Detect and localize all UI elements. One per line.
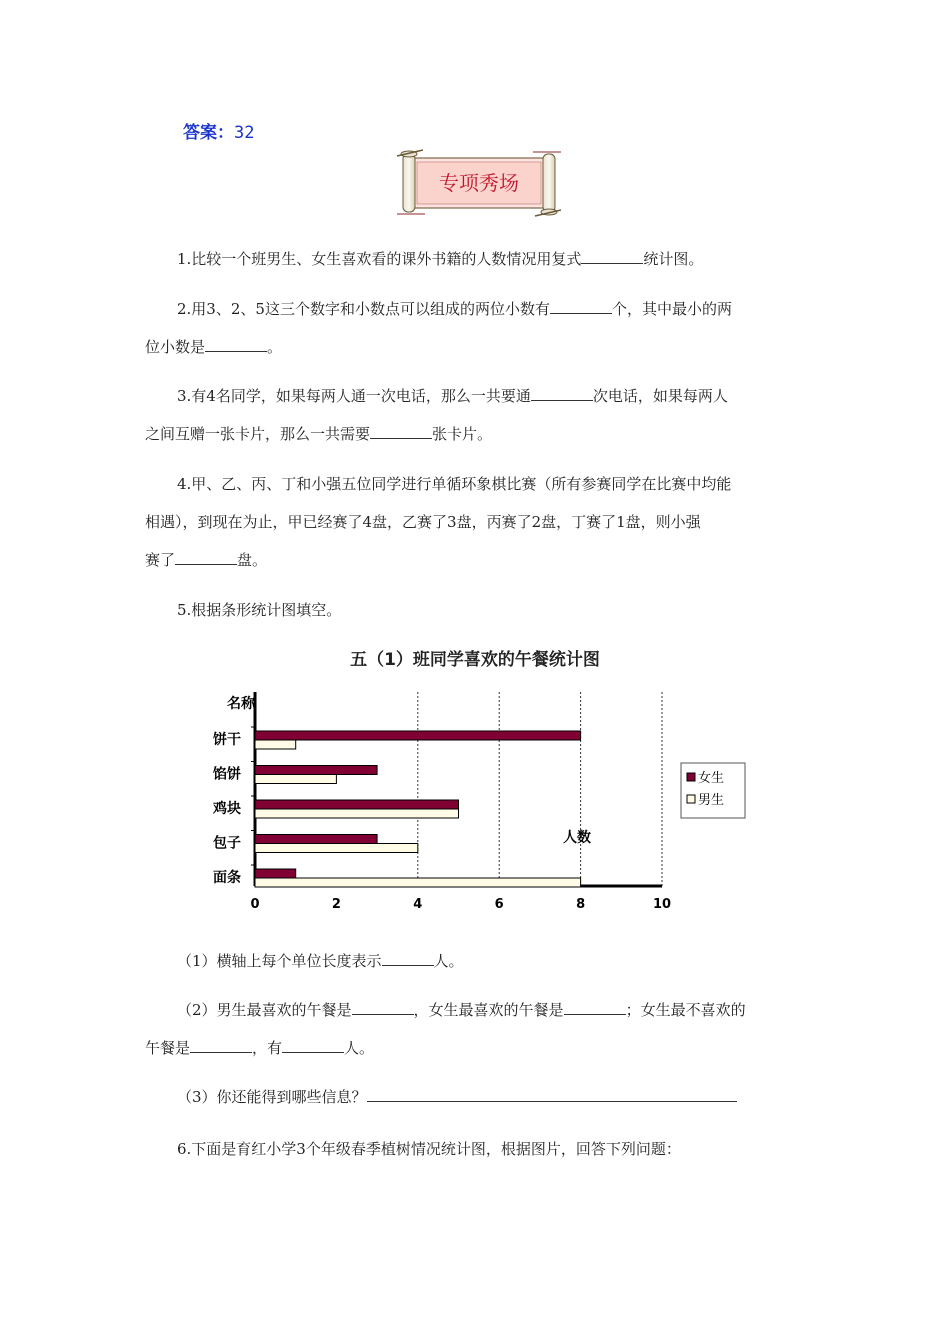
q5-2-blank-2[interactable] xyxy=(564,998,626,1015)
q3-blank-1[interactable] xyxy=(531,384,593,401)
x-tick-label: 4 xyxy=(413,897,423,912)
bar-girls xyxy=(255,731,581,740)
q5-2-text-5: ，有 xyxy=(252,1039,283,1057)
q2-text-4: 。 xyxy=(267,338,283,356)
question-4 xyxy=(145,465,815,579)
q3-text-2: 次电话，如果每两人 xyxy=(592,387,728,405)
q5-2-blank-1[interactable] xyxy=(352,998,414,1015)
category-label: 饼干 xyxy=(213,732,241,748)
x-tick-label: 8 xyxy=(576,897,586,912)
q5-1-blank[interactable] xyxy=(382,949,434,966)
q2-text-3: 位小数是 xyxy=(145,338,206,356)
q2-blank-1[interactable] xyxy=(550,297,612,314)
q5-3-text: （3）你还能得到哪些信息？ xyxy=(177,1088,367,1106)
q2-text: 2.用3、2、5这三个数字和小数点可以组成的两位小数有 xyxy=(177,300,550,318)
question-5-2 xyxy=(145,991,815,1067)
bar-girls xyxy=(255,766,377,775)
q6-text: 6.下面是育红小学3个年级春季植树情况统计图，根据图片，回答下列问题： xyxy=(177,1140,681,1158)
q4-blank[interactable] xyxy=(175,548,237,565)
q4-line-2: 相遇），到现在为止，甲已经赛了4盘，乙赛了3盘，丙赛了2盘，丁赛了1盘，则小强 xyxy=(145,513,701,531)
q5-2-text-3: ；女生最不喜欢的 xyxy=(625,1001,746,1019)
category-label: 馅饼 xyxy=(213,766,241,783)
banner-text: 专项秀场 xyxy=(439,171,519,195)
category-label: 面条 xyxy=(213,870,241,886)
bar-boys xyxy=(255,878,581,887)
y-axis-label: 名称 xyxy=(227,696,255,712)
q5-2-text: （2）男生最喜欢的午餐是 xyxy=(177,1001,352,1019)
q5-text: 5.根据条形统计图填空。 xyxy=(177,601,342,619)
question-5-1 xyxy=(145,942,815,980)
q2-text-2: 个，其中最小的两 xyxy=(611,300,732,318)
legend-swatch xyxy=(687,795,695,803)
q3-text-4: 张卡片。 xyxy=(432,425,493,443)
q5-2-text-2: ，女生最喜欢的午餐是 xyxy=(413,1001,564,1019)
bar-chart xyxy=(195,680,755,920)
q1-text-end: 统计图。 xyxy=(643,250,704,268)
question-6 xyxy=(145,1130,815,1168)
bar-girls xyxy=(255,869,296,878)
question-5-3 xyxy=(145,1078,815,1116)
q1-text: 1.比较一个班男生、女生喜欢看的课外书籍的人数情况用复式 xyxy=(177,250,582,268)
answer-value: 32 xyxy=(234,123,255,143)
question-1 xyxy=(145,240,815,278)
q4-text: 赛了 xyxy=(145,551,176,569)
q3-text: 3.有4名同学，如果每两人通一次电话，那么一共要通 xyxy=(177,387,531,405)
bar-boys xyxy=(255,740,296,749)
x-axis-label: 人数 xyxy=(563,830,591,846)
q4-line-1: 4.甲、乙、丙、丁和小强五位同学进行单循环象棋比赛（所有参赛同学在比赛中均能 xyxy=(177,475,732,493)
question-3 xyxy=(145,377,815,453)
category-label: 包子 xyxy=(213,835,241,852)
q5-2-text-4: 午餐是 xyxy=(145,1039,191,1057)
q5-1-text: （1）横轴上每个单位长度表示 xyxy=(177,952,382,970)
q3-text-3: 之间互赠一张卡片，那么一共需要 xyxy=(145,425,371,443)
q5-1-text-end: 人。 xyxy=(433,952,464,970)
bar-girls xyxy=(255,800,459,809)
q4-text-end: 盘。 xyxy=(237,551,268,569)
question-5 xyxy=(145,591,815,629)
legend-label: 男生 xyxy=(698,793,725,808)
bar-girls xyxy=(255,835,377,844)
x-tick-label: 0 xyxy=(250,897,260,912)
legend-label: 女生 xyxy=(698,771,725,786)
q5-2-blank-3[interactable] xyxy=(190,1036,252,1053)
q5-2-text-6: 人。 xyxy=(344,1039,375,1057)
x-tick-label: 6 xyxy=(494,897,504,912)
bar-boys xyxy=(255,844,418,853)
q1-blank[interactable] xyxy=(581,247,643,264)
answer-label: 答案： xyxy=(183,123,234,143)
q5-2-blank-4[interactable] xyxy=(282,1036,344,1053)
chart-title: 五（1）班同学喜欢的午餐统计图 xyxy=(350,650,600,670)
q5-3-blank[interactable] xyxy=(367,1085,737,1102)
x-tick-label: 2 xyxy=(331,897,341,912)
legend-swatch xyxy=(687,773,695,781)
section-banner xyxy=(393,148,565,220)
answer-line xyxy=(183,118,254,143)
question-2 xyxy=(145,290,815,366)
q3-blank-2[interactable] xyxy=(370,422,432,439)
category-label: 鸡块 xyxy=(213,801,241,817)
q2-blank-2[interactable] xyxy=(205,335,267,352)
bar-boys xyxy=(255,809,459,818)
x-tick-label: 10 xyxy=(652,897,672,912)
bar-boys xyxy=(255,775,336,784)
